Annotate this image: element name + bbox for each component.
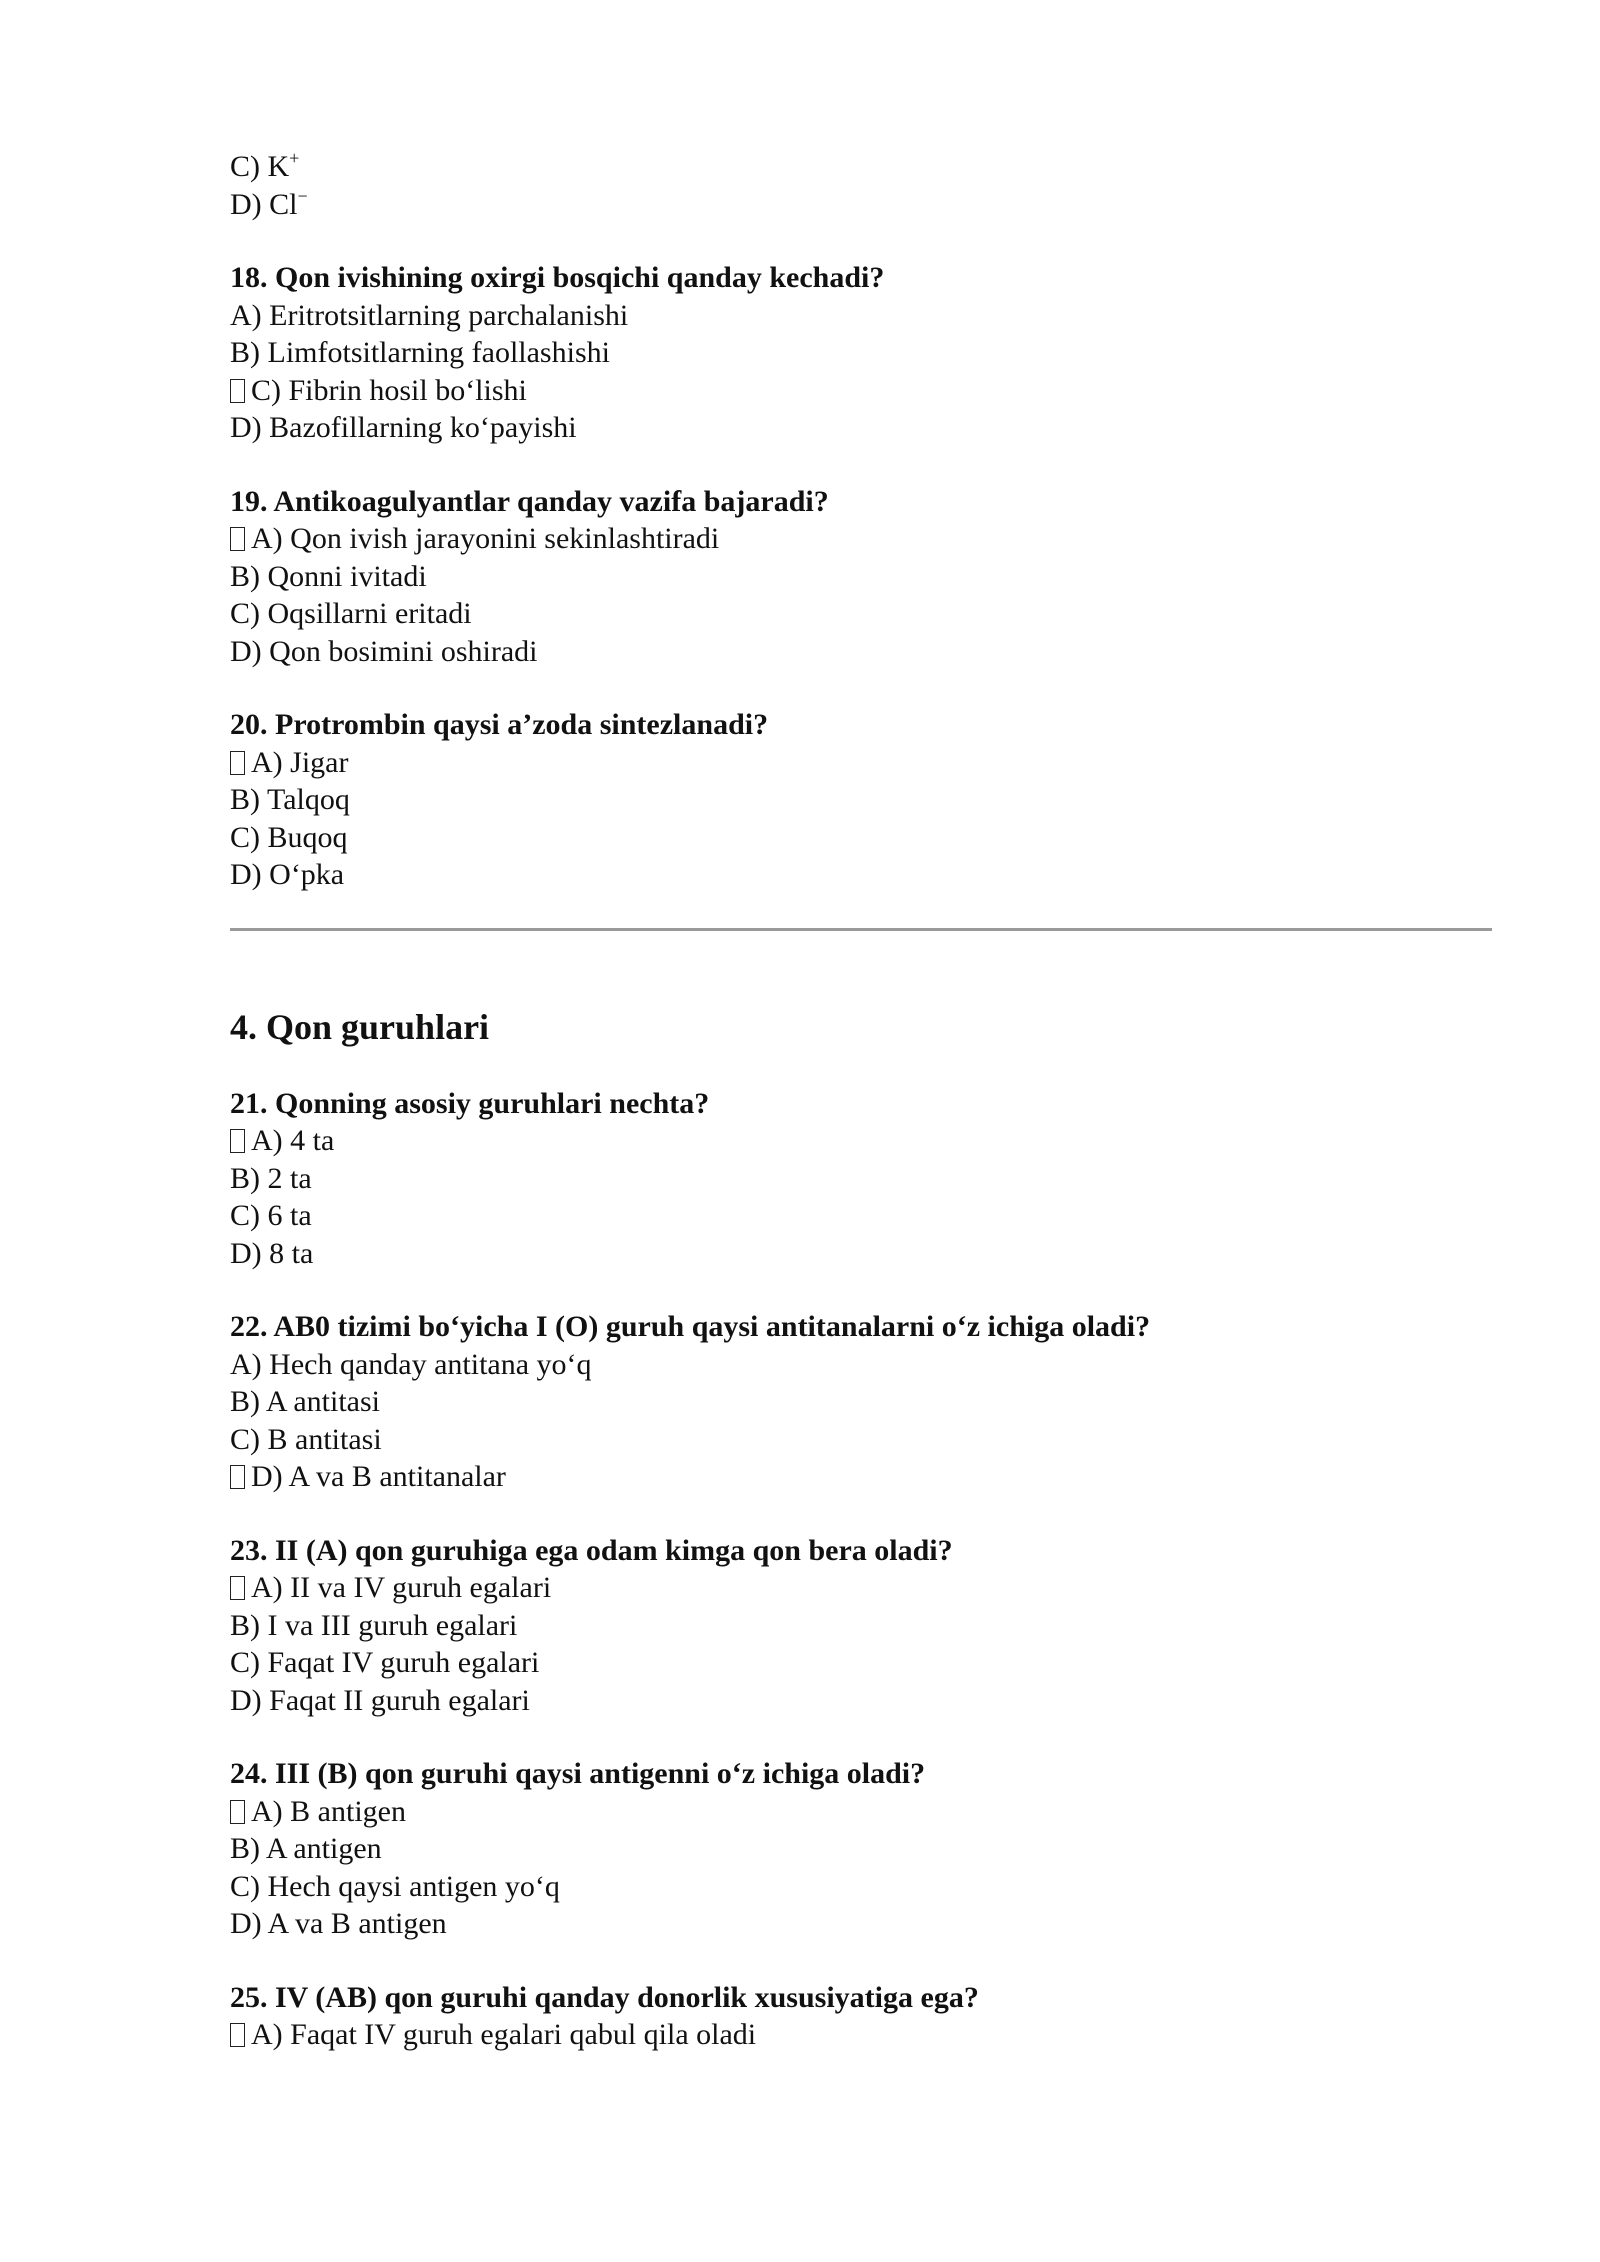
option-line bbox=[230, 856, 1490, 894]
option-line: C) K+ bbox=[230, 148, 300, 183]
option-line-correct bbox=[230, 1122, 1490, 1160]
question-title: 24. III (B) qon guruhi qaysi antigenni o‘z ichiga oladi? bbox=[230, 1757, 926, 1790]
option-line bbox=[230, 1346, 1490, 1384]
question-block bbox=[230, 1755, 1490, 1943]
option-text: C) Buqoq bbox=[230, 820, 348, 854]
question-block bbox=[230, 483, 1490, 671]
option-text: C) B antitasi bbox=[230, 1422, 382, 1456]
questions-block-1 bbox=[230, 259, 1490, 894]
option-line-correct bbox=[230, 1458, 1490, 1496]
option-text: D) Faqat II guruh egalari bbox=[230, 1683, 530, 1717]
question-block bbox=[230, 1085, 1490, 1273]
option-line bbox=[230, 1160, 1490, 1198]
question-title: 23. II (A) qon guruhiga ega odam kimga qon bera oladi? bbox=[230, 1533, 953, 1567]
option-line bbox=[230, 1644, 1490, 1682]
option-text: C) Hech qaysi antigen yo‘q bbox=[230, 1869, 560, 1903]
question-block bbox=[230, 1979, 1490, 2054]
option-text: A) B antigen bbox=[251, 1794, 406, 1828]
option-line bbox=[230, 558, 1490, 596]
option-line bbox=[230, 1383, 1490, 1421]
option-text: B) Talqoq bbox=[230, 783, 350, 816]
option-text: D) Bazofillarning ko‘payishi bbox=[230, 411, 577, 444]
question-title: 18. Qon ivishining oxirgi bosqichi qanday kechadi? bbox=[230, 261, 885, 294]
option-text: B) Limfotsitlarning faollashishi bbox=[230, 336, 610, 369]
question-block bbox=[230, 1532, 1490, 1720]
checkbox-icon bbox=[230, 527, 245, 551]
option-text: B) Qonni ivitadi bbox=[230, 559, 427, 593]
option-text: B) I va III guruh egalari bbox=[230, 1608, 518, 1642]
option-line bbox=[230, 1421, 1490, 1459]
option-line bbox=[230, 633, 1490, 671]
checkbox-icon bbox=[230, 751, 245, 775]
section-title: 4. Qon guruhlari bbox=[230, 1006, 490, 1047]
option-line bbox=[230, 334, 1490, 372]
option-text: C) Oqsillarni eritadi bbox=[230, 597, 472, 630]
document-page bbox=[230, 148, 1490, 2054]
option-text: B) A antitasi bbox=[230, 1385, 380, 1418]
question-title: 19. Antikoagulyantlar qanday vazifa bajaradi? bbox=[230, 484, 829, 518]
option-text: A) Faqat IV guruh egalari qabul qila oladi bbox=[251, 2018, 757, 2051]
option-line bbox=[230, 1868, 1490, 1906]
option-text: D) A va B antigen bbox=[230, 1907, 447, 1940]
question-title: 20. Protrombin qaysi a’zoda sintezlanadi? bbox=[230, 708, 769, 741]
questions-block-2 bbox=[230, 1085, 1490, 2054]
option-line bbox=[230, 297, 1490, 335]
option-text: A) Eritrotsitlarning parchalanishi bbox=[230, 298, 629, 332]
option-text: A) II va IV guruh egalari bbox=[251, 1571, 552, 1604]
option-line-correct bbox=[230, 744, 1490, 782]
option-line bbox=[230, 595, 1490, 633]
option-text: C) 6 ta bbox=[230, 1199, 312, 1232]
option-line bbox=[230, 819, 1490, 857]
option-line bbox=[230, 409, 1490, 447]
question-title: 22. AB0 tizimi bo‘yicha I (O) guruh qaysi antitanalarni o‘z ichiga oladi? bbox=[230, 1310, 1151, 1343]
checkbox-icon bbox=[230, 2023, 245, 2047]
question-block bbox=[230, 706, 1490, 894]
option-line bbox=[230, 781, 1490, 819]
option-line bbox=[230, 1607, 1490, 1645]
option-text: C) Fibrin hosil bo‘lishi bbox=[251, 373, 527, 407]
option-text: A) Qon ivish jarayonini sekinlashtiradi bbox=[251, 522, 720, 555]
option-line-correct bbox=[230, 372, 1490, 410]
option-text: A) 4 ta bbox=[251, 1124, 335, 1157]
option-line bbox=[230, 1235, 1490, 1273]
option-line-correct bbox=[230, 1569, 1490, 1607]
option-line-correct bbox=[230, 520, 1490, 558]
option-line bbox=[230, 1197, 1490, 1235]
option-text: B) A antigen bbox=[230, 1832, 382, 1865]
question-title: 21. Qonning asosiy guruhlari nechta? bbox=[230, 1086, 710, 1120]
option-text: D) Qon bosimini oshiradi bbox=[230, 634, 538, 668]
question-block bbox=[230, 259, 1490, 447]
option-line bbox=[230, 1682, 1490, 1720]
horizontal-divider bbox=[230, 928, 1492, 931]
option-text: B) 2 ta bbox=[230, 1161, 312, 1195]
option-text: C) Faqat IV guruh egalari bbox=[230, 1646, 540, 1679]
option-line-correct bbox=[230, 2016, 1490, 2054]
option-line bbox=[230, 1905, 1490, 1943]
option-text: D) 8 ta bbox=[230, 1236, 314, 1270]
option-text: D) O‘pka bbox=[230, 858, 345, 891]
option-line-correct bbox=[230, 1793, 1490, 1831]
option-line: D) Cl− bbox=[230, 185, 308, 221]
checkbox-icon bbox=[230, 1129, 245, 1153]
checkbox-icon bbox=[230, 1576, 245, 1600]
option-line bbox=[230, 1830, 1490, 1868]
option-text: D) A va B antitanalar bbox=[251, 1460, 506, 1493]
question-title: 25. IV (AB) qon guruhi qanday donorlik xususiyatiga ega? bbox=[230, 1980, 979, 2014]
question-block bbox=[230, 1308, 1490, 1496]
option-text: A) Jigar bbox=[251, 745, 349, 779]
checkbox-icon bbox=[230, 379, 245, 403]
checkbox-icon bbox=[230, 1800, 245, 1824]
option-text: A) Hech qanday antitana yo‘q bbox=[230, 1347, 592, 1381]
checkbox-icon bbox=[230, 1465, 245, 1489]
